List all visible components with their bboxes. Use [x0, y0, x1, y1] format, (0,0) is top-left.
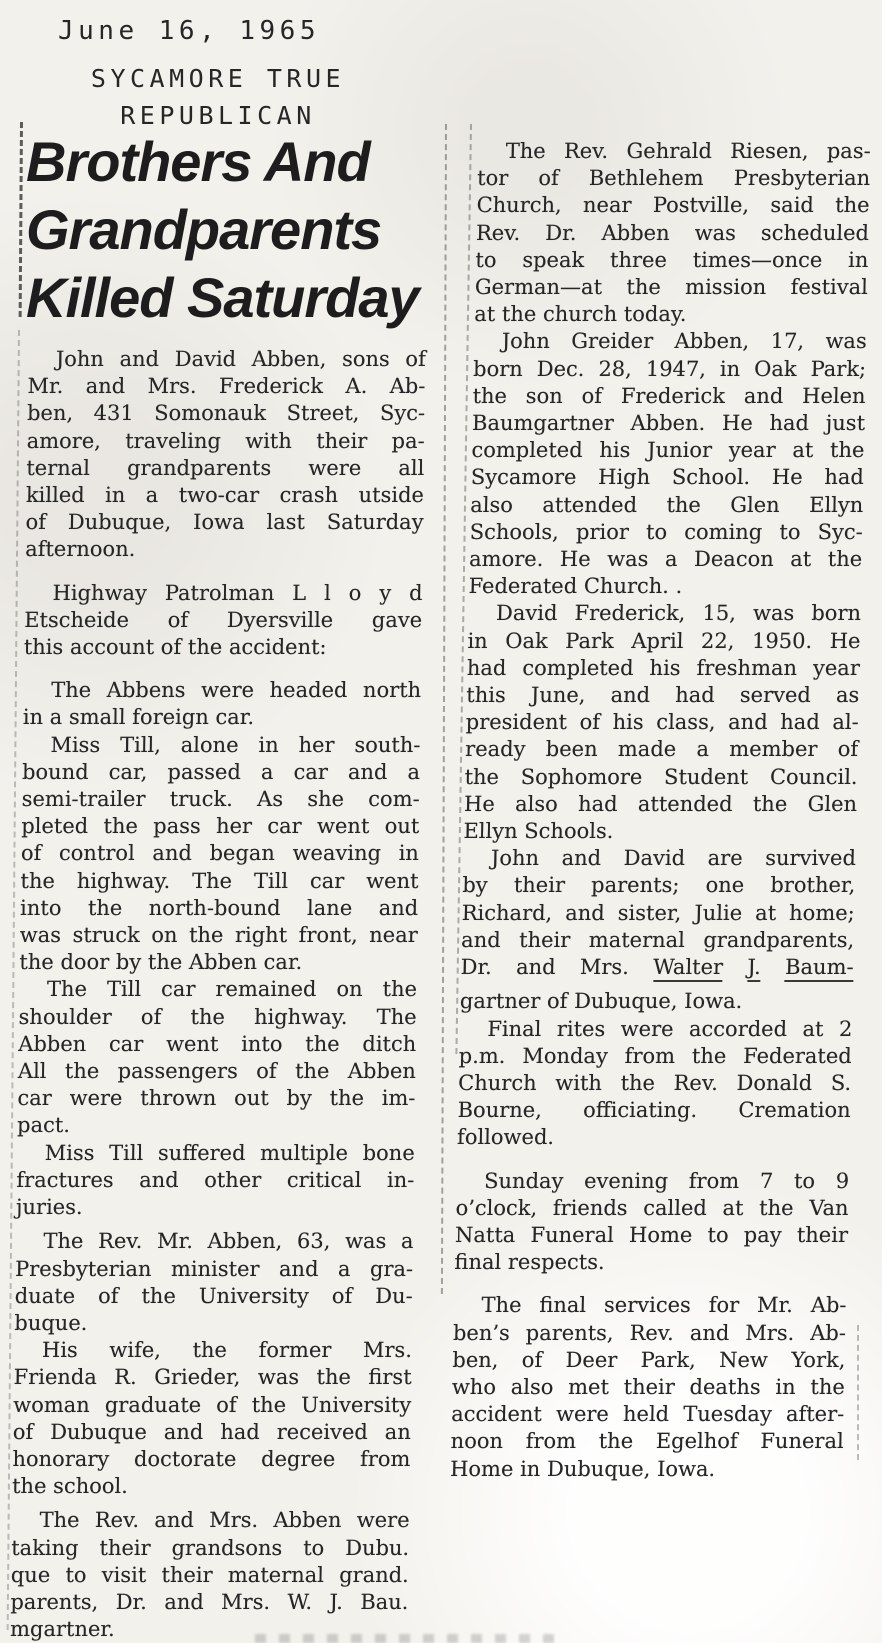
body-line: His wife, the former Mrs. [41, 1338, 413, 1363]
body-line: Final rites were accorded at 2 [487, 1016, 853, 1041]
body-line: the door by the Abben car. [19, 950, 303, 975]
body-line: amore, traveling with their pa- [26, 428, 425, 453]
body-line: Miss Till, alone in her south- [50, 732, 421, 757]
body-line: ternal grandparents were all [26, 455, 425, 480]
paragraph [17, 976, 417, 1139]
headline [26, 128, 446, 332]
body-line: Highway Patrolman L l o y d [52, 580, 423, 605]
article-right-column [450, 138, 871, 1483]
body-line: also attended the Glen Ellyn [470, 492, 864, 517]
body-line: mgartner. [9, 1617, 115, 1642]
body-line: ben, 431 Somonauk Street, Syc- [26, 401, 426, 426]
body-line: in Oak Park April 22, 1950. He [467, 628, 861, 653]
body-line: German—at the mission festival [474, 275, 869, 300]
paragraph [468, 328, 867, 600]
body-line: juries. [15, 1195, 83, 1220]
body-line: of control and began weaving in [20, 841, 420, 866]
paragraph [457, 1016, 853, 1152]
date-line: June 16, 1965 [58, 16, 320, 46]
underlined-text: Baum- [785, 955, 854, 982]
body-line: Baumgartner Abben. He had just [471, 411, 866, 436]
body-line: into the north-bound lane and [19, 895, 419, 920]
body-line: pleted the pass her car went out [21, 814, 420, 839]
body-line: Etscheide of Dyersville gave [24, 607, 423, 632]
text-segment [761, 955, 786, 979]
body-line: Richard, and sister, Julie at home; [461, 900, 856, 925]
body-line: bound car, passed a car and a [21, 759, 421, 784]
bottom-cutoff-smudge [255, 1634, 555, 1643]
masthead [0, 60, 436, 134]
body-line: Sycamore High School. He had [470, 465, 865, 490]
body-line: woman graduate of the University [13, 1392, 412, 1417]
paragraph [10, 1507, 410, 1643]
body-line: president of his class, and had al- [465, 710, 860, 735]
paragraph [460, 988, 854, 1015]
underlined-text: J. [747, 955, 761, 982]
body-line: John Greider Abben, 17, was [501, 329, 867, 354]
paragraph [14, 1228, 414, 1337]
body-line: accident were held Tuesday after- [451, 1402, 845, 1427]
body-line: taking their grandsons to Dubu. [11, 1535, 410, 1560]
body-line: and their maternal grandparents, [460, 927, 855, 952]
text-segment [723, 955, 748, 979]
body-line: o’clock, friends called at the Van [455, 1195, 849, 1220]
body-line: noon from the Egelhof Funeral [450, 1429, 844, 1454]
body-line: Home in Dubuque, Iowa. [449, 1456, 716, 1481]
body-line: Bourne, officiating. Cremation [457, 1098, 851, 1123]
body-line: The Till car remained on the [46, 977, 418, 1002]
body-line: in a small foreign car. [22, 705, 255, 730]
body-line: Church with the Rev. Donald S. [457, 1070, 852, 1095]
body-line [460, 954, 854, 981]
body-line: Sunday evening from 7 to 9 [483, 1168, 850, 1193]
body-line: John and David are survived [490, 846, 857, 871]
body-line: ready been made a member of [464, 737, 859, 762]
body-line: amore. He was a Deacon at the [468, 547, 863, 572]
body-line: final respects. [454, 1250, 605, 1275]
body-line: Ellyn Schools. [463, 819, 614, 844]
body-line: The Rev. Gehrald Riesen, pas- [505, 139, 871, 163]
headline-line-2: Grandparents [26, 198, 382, 261]
body-line: parents, Dr. and Mrs. W. J. Bau. [10, 1589, 409, 1614]
body-line: Church, near Postville, said the [476, 193, 870, 218]
body-line: by their parents; one brother, [462, 873, 856, 898]
body-line: John and David Abben, sons of [55, 347, 426, 371]
body-line: Miss Till suffered multiple bone [44, 1140, 415, 1165]
body-line: duate of the University of Du- [14, 1283, 413, 1308]
body-line: to speak three times—once in [475, 247, 869, 272]
body-line: All the passengers of the Abben [17, 1059, 417, 1084]
body-line: que to visit their maternal grand. [10, 1562, 410, 1587]
paragraph [24, 580, 423, 662]
body-line: semi-trailer truck. As she com- [21, 787, 420, 812]
body-line: The final services for Mr. Ab- [481, 1293, 847, 1318]
body-line: He also had attended the Glen [463, 791, 858, 816]
body-line: Natta Funeral Home to pay their [454, 1222, 849, 1247]
body-line: this account of the accident: [23, 635, 327, 660]
body-line: honorary doctorate degree from [12, 1446, 411, 1471]
paragraph [454, 1168, 849, 1277]
left-margin-rule-top [19, 122, 23, 317]
masthead-line-1: SYCAMORE TRUE [90, 64, 346, 93]
body-line: afternoon. [24, 537, 136, 562]
body-line: The Rev. and Mrs. Abben were [39, 1508, 410, 1533]
body-line: killed in a two-car crash utside [25, 483, 425, 508]
body-line: had completed his freshman year [466, 655, 861, 680]
body-line: Mr. and Mrs. Frederick A. Ab- [27, 374, 426, 399]
body-line: the school. [11, 1474, 129, 1499]
body-line: tor of Bethlehem Presbyterian [476, 166, 871, 191]
article-left-column [10, 346, 426, 1643]
body-line: ben’s parents, Rev. and Mrs. Ab- [452, 1320, 847, 1345]
paragraph [12, 1337, 412, 1500]
paragraph [463, 600, 861, 845]
headline-line-1: Brothers And [26, 130, 370, 193]
masthead-line-2: REPUBLICAN [120, 101, 316, 130]
body-line: the Sophomore Student Council. [464, 764, 858, 789]
body-line: Rev. Dr. Abben was scheduled [475, 220, 870, 245]
body-line: who also met their deaths in the [451, 1374, 846, 1399]
body-line: p.m. Monday from the Federated [458, 1043, 853, 1068]
paragraph [25, 346, 426, 564]
paragraph [19, 732, 420, 977]
body-line: Abben car went into the ditch [18, 1031, 417, 1056]
body-line: shoulder of the highway. The [18, 1004, 417, 1029]
body-line: of Dubuque, Iowa last Saturday [25, 510, 424, 535]
body-line: buque. [14, 1310, 88, 1335]
body-line: fractures and other critical in- [16, 1167, 415, 1192]
underlined-text: Walter [653, 955, 723, 982]
text-segment: Dr. and Mrs. [460, 955, 654, 980]
paragraph [450, 1292, 847, 1482]
body-line: David Frederick, 15, was born [495, 601, 862, 626]
body-line: The Rev. Mr. Abben, 63, was a [43, 1229, 414, 1254]
body-line: the highway. The Till car went [20, 868, 419, 893]
body-line: gartner of Dubuque, Iowa. [459, 989, 743, 1014]
body-line: car were thrown out by the im- [17, 1086, 416, 1111]
body-line: Frienda R. Grieder, was the first [13, 1365, 412, 1390]
body-line: born Dec. 28, 1947, in Oak Park; [472, 356, 867, 381]
body-line: followed. [456, 1125, 555, 1150]
body-line: at the church today. [474, 302, 687, 327]
body-line: this June, and had served as [466, 683, 860, 708]
headline-line-3: Killed Saturday [26, 266, 419, 329]
paragraph [23, 677, 422, 731]
body-line: pact. [16, 1113, 71, 1138]
body-line: completed his Junior year at the [471, 438, 865, 463]
body-line: The Abbens were headed north [51, 678, 422, 703]
paragraph [16, 1140, 415, 1222]
body-line: Presbyterian minister and a gra- [14, 1256, 414, 1281]
body-line: Schools, prior to coming to Syc- [469, 519, 864, 544]
body-line: the son of Frederick and Helen [472, 383, 866, 408]
right-margin-rule [857, 1325, 859, 1460]
body-line: was struck on the right front, near [19, 923, 418, 948]
paragraph [474, 138, 871, 328]
body-line: Federated Church. . [468, 574, 683, 599]
body-line: ben, of Deer Park, New York, [452, 1347, 846, 1372]
paragraph [460, 845, 856, 981]
body-line: of Dubuque and had received an [12, 1419, 412, 1444]
